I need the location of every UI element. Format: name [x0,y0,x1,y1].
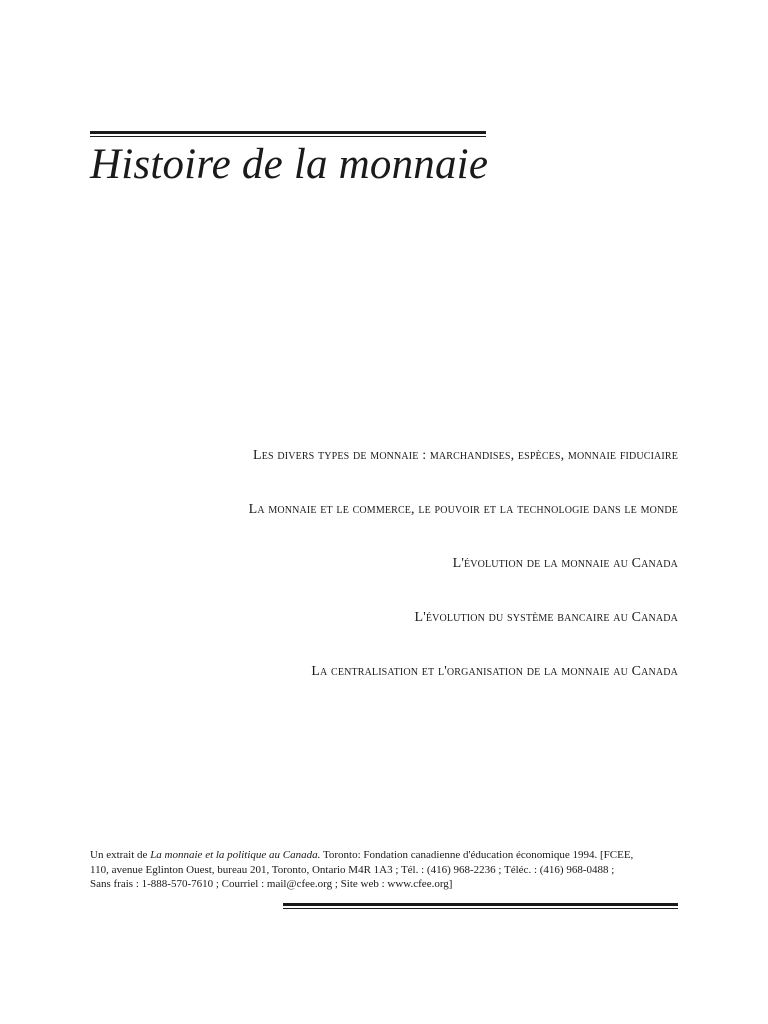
citation-prefix: Un extrait de [90,849,151,861]
footer-rule [283,903,678,909]
contents-item: La monnaie et le commerce, le pouvoir et la technologie dans le monde [248,502,678,517]
citation-line-3: Sans frais : 1-888-570-7610 ; Courriel : mail@cfee.org ; Site web : www.cfee.org] [90,878,453,890]
title-top-rule [90,131,486,137]
citation-book-title: La monnaie et la politique au Canada. [150,849,321,861]
page-title: Histoire de la monnaie [90,141,489,188]
source-citation [90,848,690,892]
contents-item: La centralisation et l'organisation de la monnaie au Canada [311,664,678,679]
citation-publisher: Toronto: Fondation canadienne d'éducation économique 1994. [FCEE, [320,849,634,861]
citation-line-1 [90,848,690,863]
contents-item: L'évolution de la monnaie au Canada [452,556,678,571]
contents-item: L'évolution du système bancaire au Canada [414,610,678,625]
contents-item: Les divers types de monnaie : marchandises, espèces, monnaie fiduciaire [253,448,678,463]
citation-line-2: 110, avenue Eglinton Ouest, bureau 201, Toronto, Ontario M4R 1A3 ; Tél. : (416) 968-2236 ; Téléc. : (416) 968-0488 ; [90,863,615,876]
